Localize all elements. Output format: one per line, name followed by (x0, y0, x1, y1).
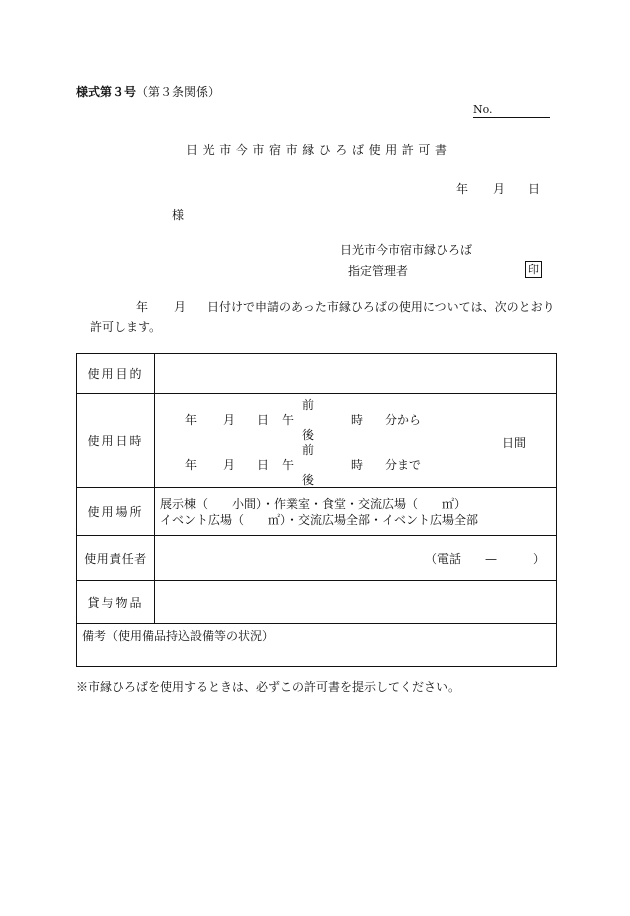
remarks-row (77, 624, 557, 667)
issue-date-month: 月 (493, 182, 506, 196)
form-number (76, 83, 220, 100)
to-year: 年 (185, 458, 198, 472)
from-year: 年 (185, 413, 198, 427)
from-day: 日 (257, 413, 270, 427)
remarks-label: 備考（使用備品持込設備等の状況） (82, 629, 275, 643)
purpose-label: 使用目的 (77, 354, 155, 394)
responsible-person-field[interactable] (155, 536, 557, 581)
datetime-field[interactable] (155, 394, 557, 488)
responsible-person-row (77, 536, 557, 581)
serial-number-field[interactable] (473, 103, 550, 118)
to-pm-marker: 後 (302, 473, 315, 487)
from-month: 月 (223, 413, 236, 427)
remarks-field[interactable] (77, 624, 557, 667)
form-number-relation: （第３条関係） (136, 85, 221, 99)
loaned-items-field[interactable] (155, 581, 557, 624)
to-am-marker: 前 (302, 443, 315, 457)
serial-number-label: No. (473, 103, 493, 116)
place-options-line2: イベント広場（ ㎡）・交流広場全部・イベント広場全部 (160, 512, 479, 527)
purpose-row (77, 354, 557, 394)
loaned-items-row (77, 581, 557, 624)
loaned-items-label: 貸与物品 (77, 581, 155, 624)
from-hour: 時 (351, 413, 364, 427)
issuer-role: 指定管理者 (348, 264, 409, 278)
issue-date-day: 日 (528, 182, 541, 196)
to-hour: 時 (351, 458, 364, 472)
from-am-marker: 前 (302, 398, 315, 412)
form-number-main: 様式第３号 (76, 85, 137, 99)
to-day: 日 (257, 458, 270, 472)
to-minute-label: 分まで (385, 458, 422, 472)
from-minute-label: 分から (385, 413, 422, 427)
datetime-label: 使用日時 (77, 394, 155, 488)
purpose-field[interactable] (155, 354, 557, 394)
responsible-person-label: 使用責任者 (77, 536, 155, 581)
from-pm-marker: 後 (302, 428, 315, 442)
intro-month: 月 (174, 300, 187, 314)
permit-table (76, 353, 557, 667)
from-noon: 午 (282, 413, 295, 427)
datetime-row (77, 394, 557, 488)
to-month: 月 (223, 458, 236, 472)
intro-text-line2: 許可します。 (90, 320, 162, 334)
document-title: 日光市今市宿市縁ひろば使用許可書 (186, 143, 452, 157)
place-row (77, 488, 557, 536)
place-field[interactable] (155, 488, 557, 536)
phone-number-field: （電話 — ） (425, 552, 546, 566)
to-noon: 午 (282, 458, 295, 472)
issue-date-year: 年 (456, 182, 469, 196)
intro-year: 年 (136, 300, 149, 314)
place-options-line1: 展示棟（ 小間）・作業室・食堂・交流広場（ ㎡） (160, 496, 467, 511)
footnote: ※市縁ひろばを使用するときは、必ずこの許可書を提示してください。 (76, 680, 461, 694)
issuer-name: 日光市今市宿市縁ひろば (340, 243, 473, 257)
addressee-suffix: 様 (172, 208, 185, 222)
seal-stamp: 印 (525, 261, 542, 278)
place-label: 使用場所 (77, 488, 155, 536)
intro-text: 日付けで申請のあった市縁ひろばの使用については、次のとおり (207, 300, 555, 314)
duration-days: 日間 (502, 436, 527, 450)
